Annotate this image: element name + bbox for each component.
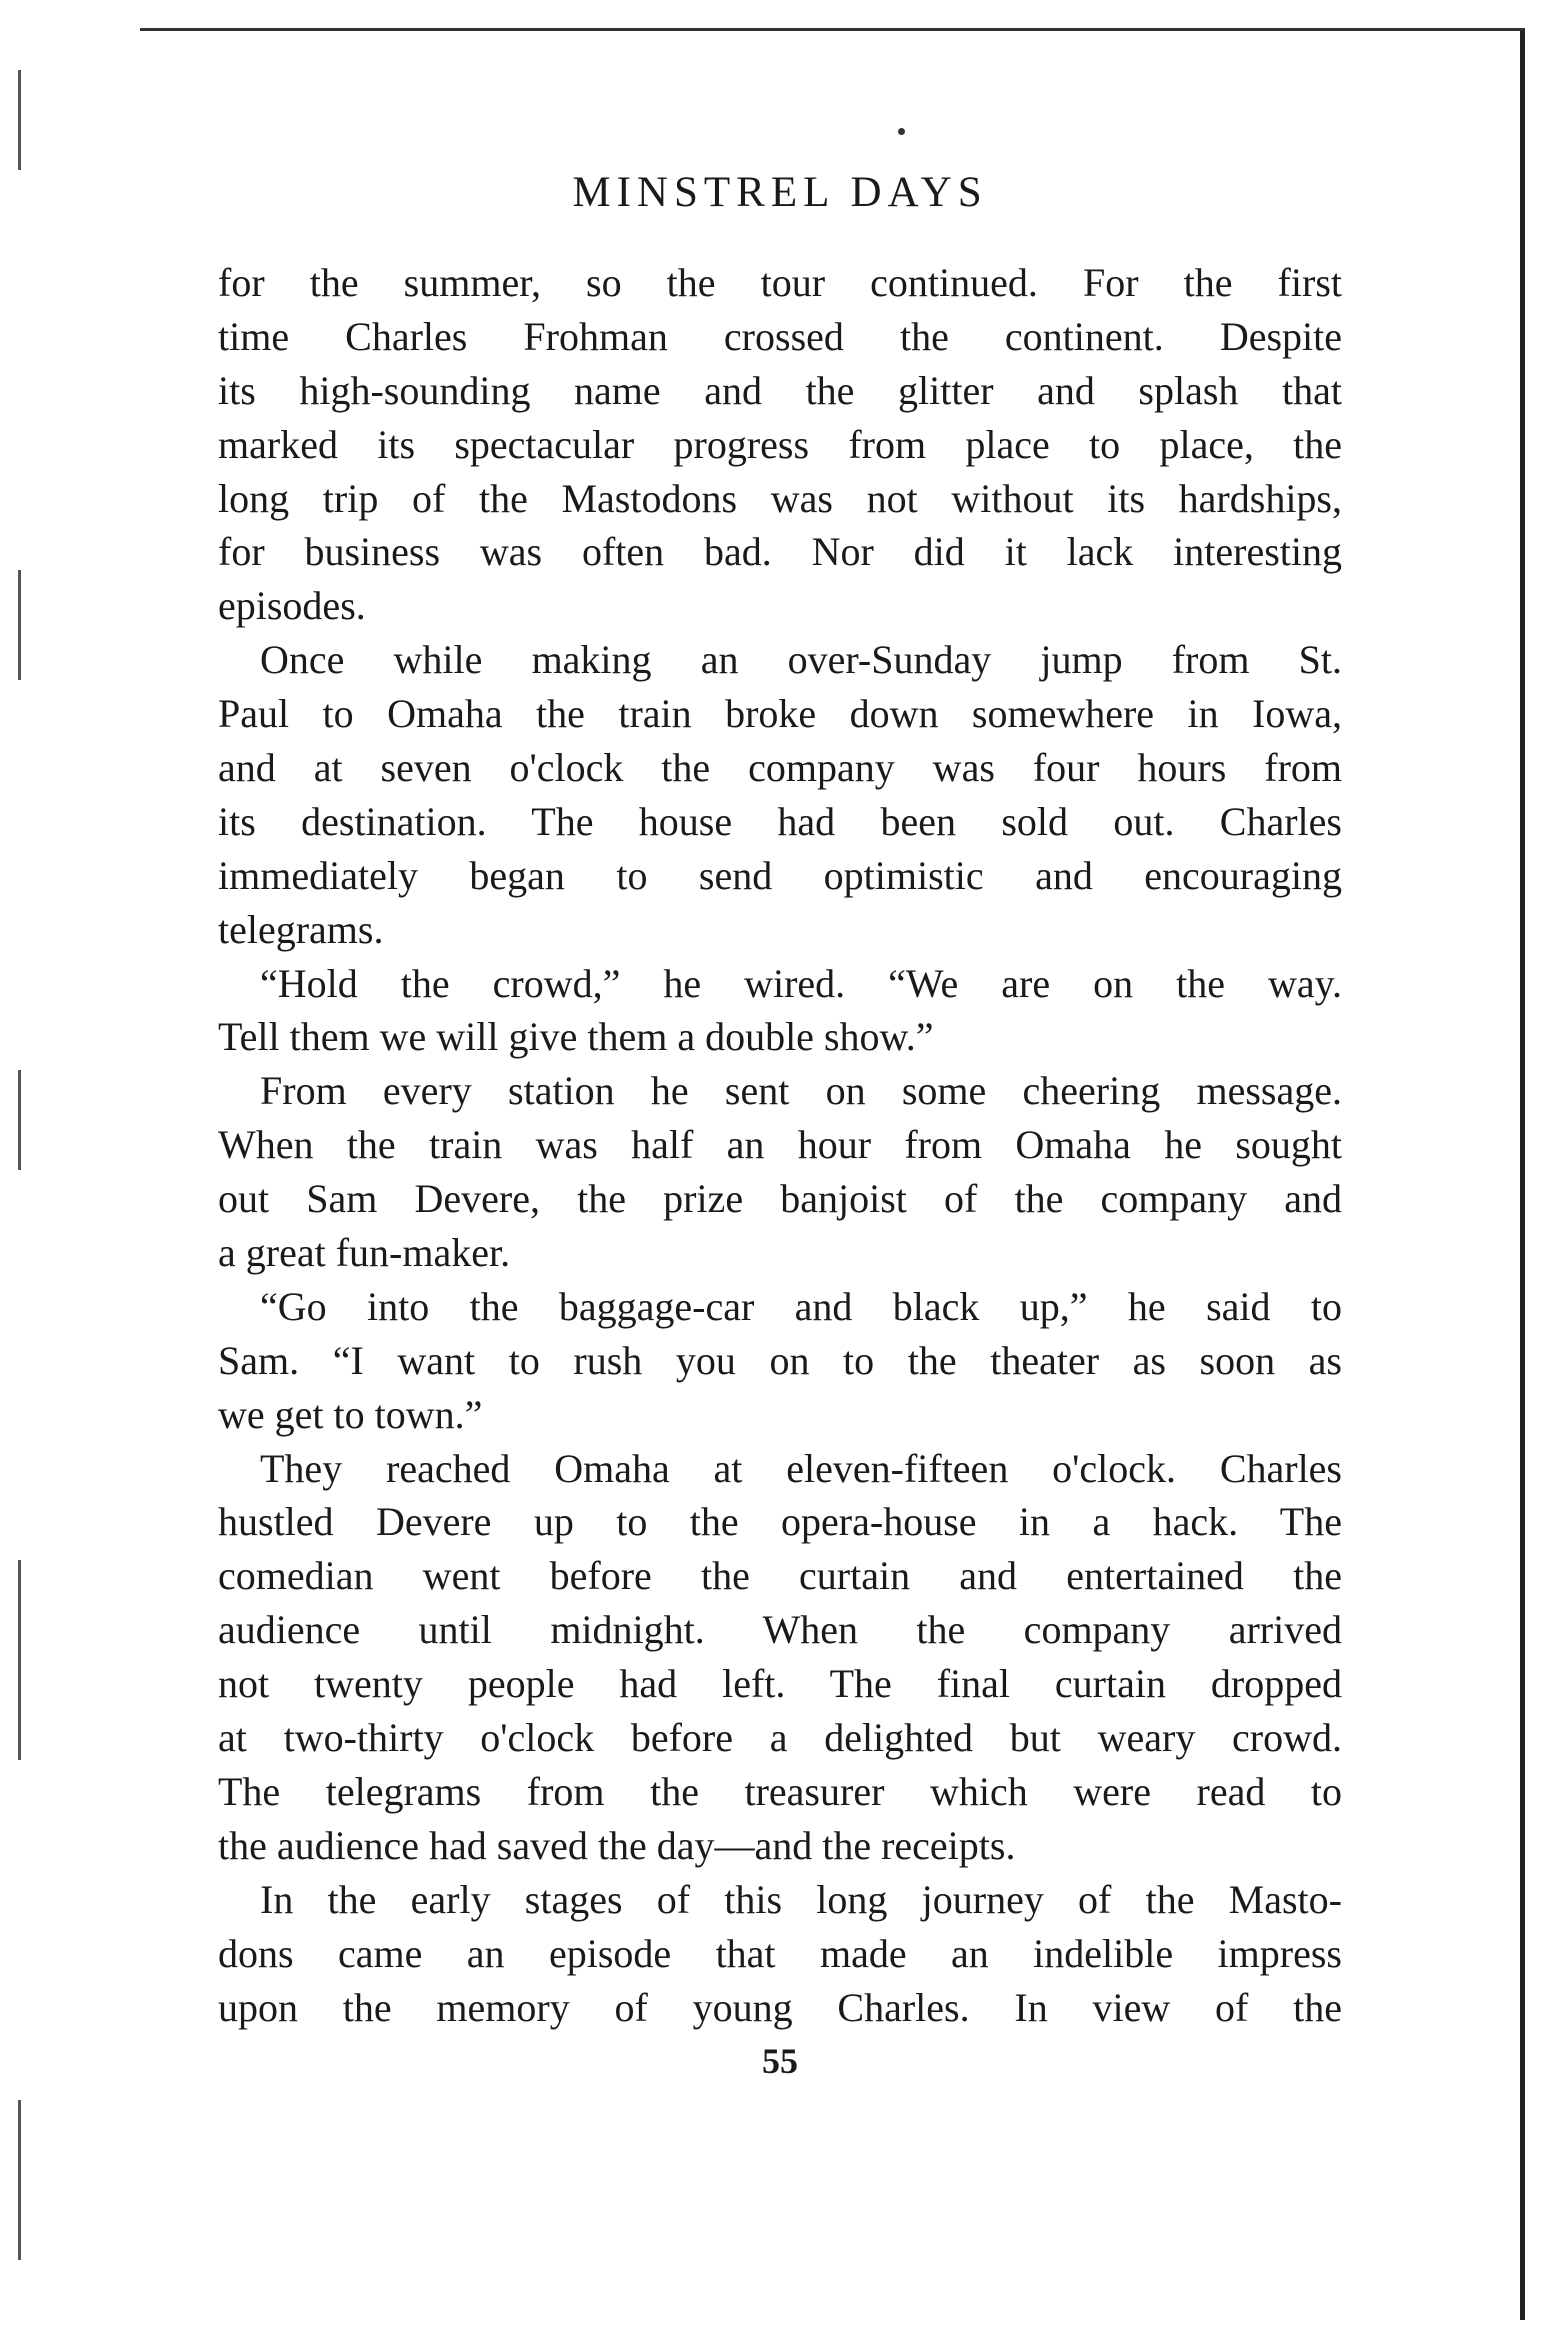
- body-text: [218, 256, 1342, 2034]
- text-line: When the train was half an hour from Omaha he sought: [218, 1122, 1342, 1168]
- paragraph: [218, 1873, 1342, 2035]
- text-line: the audience had saved the day—and the receipts.: [218, 1822, 1016, 1868]
- page-number: 55: [762, 2041, 798, 2081]
- text-line: marked its spectacular progress from place to place, the: [218, 421, 1342, 467]
- text-line: dons came an episode that made an indelible impress: [218, 1930, 1342, 1976]
- text-line: In the early stages of this long journey of the Masto-: [260, 1876, 1342, 1922]
- text-line: “Go into the baggage-car and black up,” he said to: [260, 1283, 1342, 1329]
- text-line: hustled Devere up to the opera-house in a hack. The: [218, 1499, 1342, 1545]
- text-line: The telegrams from the treasurer which were read to: [218, 1768, 1342, 1814]
- right-border-rule: [1520, 30, 1525, 2320]
- text-line: immediately began to send optimistic and encouraging: [218, 852, 1342, 898]
- text-line: and at seven o'clock the company was four hours from: [218, 745, 1342, 791]
- text-line: Once while making an over-Sunday jump from St.: [260, 637, 1342, 683]
- text-line: comedian went before the curtain and entertained the: [218, 1553, 1342, 1599]
- text-line: not twenty people had left. The final curtain dropped: [218, 1661, 1342, 1707]
- paragraph: [218, 957, 1342, 1065]
- binding-mark: [18, 2100, 21, 2260]
- ink-speck: [898, 128, 905, 135]
- text-line: episodes.: [218, 583, 366, 629]
- binding-mark: [18, 570, 21, 680]
- text-line: we get to town.”: [218, 1391, 483, 1437]
- text-line: audience until midnight. When the company arrived: [218, 1607, 1342, 1653]
- text-line: long trip of the Mastodons was not without its hardships,: [218, 475, 1342, 521]
- text-line: They reached Omaha at eleven-fifteen o'clock. Charles: [260, 1445, 1342, 1491]
- binding-mark: [18, 70, 21, 170]
- text-line: for the summer, so the tour continued. For the first: [218, 260, 1342, 305]
- text-line: upon the memory of young Charles. In view of the: [218, 1984, 1342, 2030]
- text-line: for business was often bad. Nor did it lack interesting: [218, 529, 1342, 575]
- text-line: Paul to Omaha the train broke down somewhere in Iowa,: [218, 691, 1342, 737]
- binding-mark: [18, 1070, 21, 1170]
- paragraph: [218, 1442, 1342, 1873]
- text-line: Tell them we will give them a double show.”: [218, 1014, 934, 1060]
- paragraph: [218, 633, 1342, 956]
- paragraph: [218, 256, 1342, 633]
- top-border-rule: [140, 28, 1525, 31]
- text-line: at two-thirty o'clock before a delighted but weary crowd.: [218, 1715, 1342, 1761]
- text-line: its high-sounding name and the glitter and splash that: [218, 367, 1342, 413]
- text-line: From every station he sent on some cheering message.: [260, 1068, 1342, 1114]
- text-line: out Sam Devere, the prize banjoist of the company and: [218, 1176, 1342, 1222]
- text-line: telegrams.: [218, 906, 384, 952]
- text-line: its destination. The house had been sold out. Charles: [218, 798, 1342, 844]
- paragraph: [218, 1280, 1342, 1442]
- text-line: time Charles Frohman crossed the continent. Despite: [218, 313, 1342, 359]
- text-line: Sam. “I want to rush you on to the theater as soon as: [218, 1337, 1342, 1383]
- running-header: MINSTREL DAYS: [572, 169, 988, 216]
- text-line: a great fun-maker.: [218, 1230, 511, 1276]
- paragraph: [218, 1064, 1342, 1280]
- binding-mark: [18, 1560, 21, 1760]
- text-line: “Hold the crowd,” he wired. “We are on the way.: [260, 960, 1342, 1006]
